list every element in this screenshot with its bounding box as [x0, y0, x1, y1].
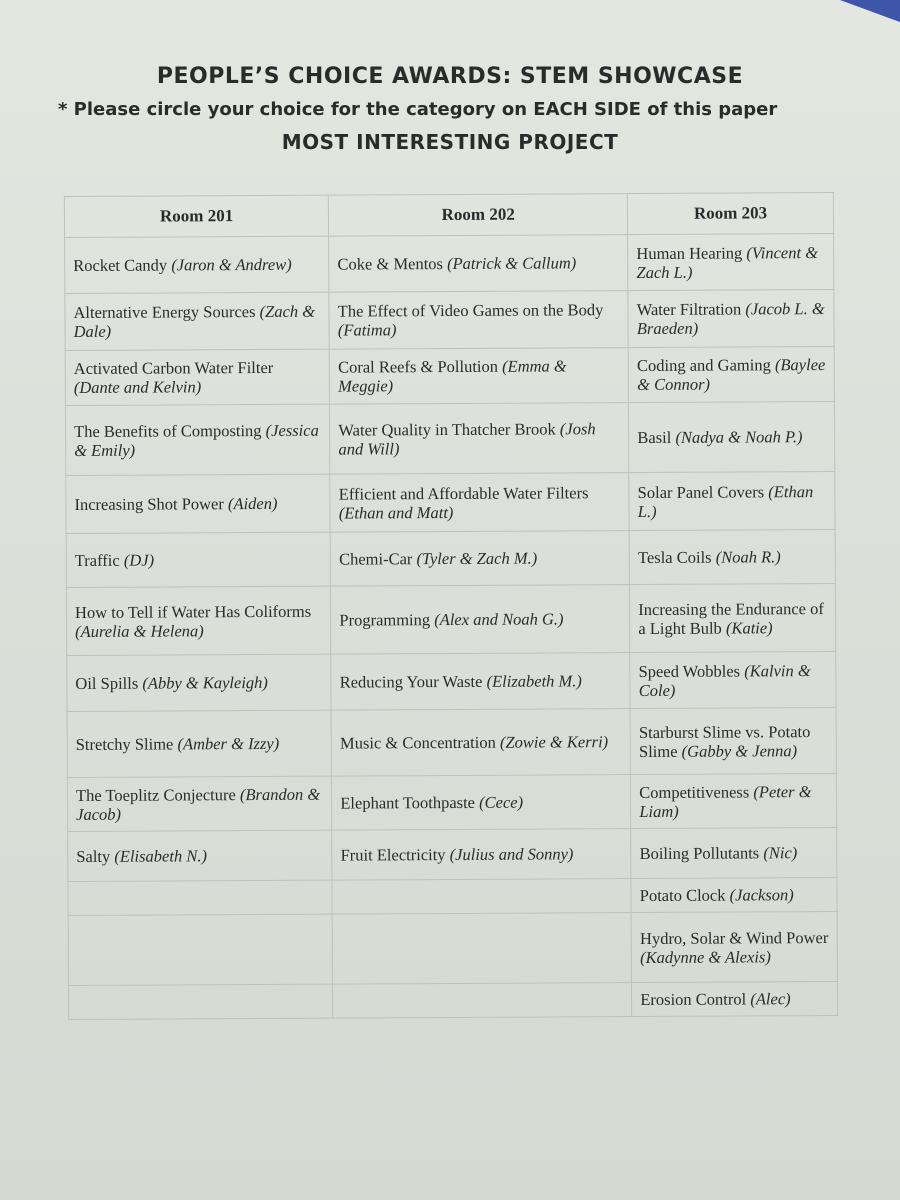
project-title: Basil — [637, 427, 672, 448]
project-cell[interactable] — [66, 532, 331, 587]
projects-table — [64, 192, 838, 1020]
project-presenters: (Nic) — [763, 843, 798, 863]
project-presenters: (Jessica & Emily) — [74, 420, 319, 460]
table-row — [65, 401, 834, 475]
project-cell[interactable] — [331, 585, 630, 655]
project-title: Elephant Toothpaste — [340, 792, 476, 813]
project-cell[interactable] — [630, 707, 836, 774]
folder-corner — [840, 0, 900, 22]
project-cell[interactable] — [629, 471, 835, 530]
project-cell[interactable] — [65, 236, 330, 293]
project-presenters: (Julius and Sonny) — [449, 844, 574, 865]
project-title: Reducing Your Waste — [339, 671, 483, 692]
project-cell[interactable] — [329, 235, 628, 293]
project-presenters: (Baylee & Connor) — [637, 355, 826, 395]
project-cell[interactable] — [631, 827, 837, 878]
column-header-room-202: Room 202 — [329, 194, 628, 237]
project-title: The Benefits of Composting — [74, 420, 262, 441]
project-cell[interactable] — [333, 983, 632, 1019]
project-title: Tesla Coils — [637, 547, 712, 568]
project-cell[interactable] — [331, 709, 630, 777]
project-cell[interactable] — [630, 651, 836, 708]
project-title: Traffic — [74, 550, 120, 570]
project-cell[interactable] — [629, 401, 835, 472]
project-cell[interactable] — [68, 830, 333, 881]
project-cell[interactable] — [65, 404, 330, 475]
project-title: Fruit Electricity — [340, 845, 446, 865]
project-presenters: (Elizabeth M.) — [486, 671, 582, 691]
project-presenters: (Ethan and Matt) — [338, 502, 454, 523]
project-title: Oil Spills — [75, 673, 139, 693]
project-presenters: (Brandon & Jacob) — [76, 784, 321, 824]
project-cell[interactable] — [631, 773, 837, 828]
project-presenters: (Noah R.) — [715, 547, 781, 567]
project-presenters: (Zowie & Kerri) — [499, 732, 609, 752]
project-title: Speed Wobbles — [638, 660, 741, 681]
project-presenters: (Amber & Izzy) — [177, 733, 280, 754]
table-row — [66, 583, 835, 655]
project-presenters: (Gabby & Jenna) — [681, 740, 798, 761]
project-cell[interactable] — [65, 292, 330, 350]
project-title: Water Filtration — [636, 299, 742, 320]
project-presenters: (Kalvin & Cole) — [638, 660, 811, 700]
project-presenters: (Kadynne & Alexis) — [640, 946, 771, 967]
project-presenters: (Jackson) — [729, 885, 794, 905]
project-cell[interactable] — [65, 349, 330, 405]
project-presenters: (Josh and Will) — [338, 418, 596, 459]
project-cell[interactable] — [330, 531, 629, 587]
project-presenters: (Zach & Dale) — [73, 301, 316, 341]
column-header-room-201: Room 201 — [64, 195, 329, 237]
project-cell[interactable] — [632, 981, 838, 1016]
project-presenters: (Alec) — [750, 989, 791, 1009]
project-cell[interactable] — [332, 775, 631, 831]
table-row — [66, 529, 835, 587]
project-title: Increasing the Endurance of a Light Bulb — [638, 598, 824, 638]
project-cell[interactable] — [67, 776, 332, 831]
project-title: Solar Panel Covers — [637, 481, 765, 502]
project-title: Hydro, Solar & Wind Power — [639, 927, 829, 948]
project-title: Water Quality in Thatcher Brook — [338, 418, 556, 440]
column-header-room-203: Room 203 — [628, 192, 834, 234]
project-presenters: (Tyler & Zach M.) — [416, 548, 538, 569]
table-row — [68, 911, 837, 985]
table-row — [65, 233, 834, 293]
project-title: Activated Carbon Water Filter — [73, 357, 274, 378]
table-row — [65, 346, 834, 405]
project-title: Increasing Shot Power — [74, 494, 224, 514]
project-presenters: (Alex and Noah G.) — [434, 609, 564, 630]
project-title: Chemi-Car — [338, 549, 413, 569]
project-title: Stretchy Slime — [75, 734, 174, 754]
project-cell[interactable] — [332, 879, 631, 915]
project-title: The Toeplitz Conjecture — [75, 784, 236, 805]
table-row — [68, 981, 837, 1019]
project-cell[interactable] — [631, 911, 837, 982]
project-cell[interactable] — [629, 529, 835, 584]
project-presenters: (Nadya & Noah P.) — [675, 427, 803, 447]
project-cell[interactable] — [68, 880, 332, 915]
project-cell[interactable] — [630, 583, 836, 652]
project-cell[interactable] — [67, 710, 332, 777]
project-presenters: (Aurelia & Helena) — [75, 620, 204, 641]
project-title: Programming — [339, 610, 431, 630]
project-title: Potato Clock — [639, 885, 726, 906]
project-title: Human Hearing — [636, 242, 743, 263]
project-cell[interactable] — [628, 346, 834, 402]
project-cell[interactable] — [631, 877, 837, 912]
project-title: Efficient and Affordable Water Filters — [338, 482, 589, 504]
project-presenters: (DJ) — [123, 550, 155, 570]
project-cell[interactable] — [68, 984, 332, 1019]
project-cell[interactable] — [68, 914, 333, 985]
project-presenters: (Dante and Kelvin) — [73, 377, 202, 397]
project-presenters: (Patrick & Callum) — [447, 253, 577, 274]
project-title: Coding and Gaming — [636, 355, 771, 376]
project-title: Alternative Energy Sources — [73, 302, 256, 322]
project-title: Competitiveness — [639, 781, 750, 802]
project-cell[interactable] — [329, 348, 628, 405]
project-presenters: (Ethan L.) — [637, 481, 814, 521]
project-cell[interactable] — [66, 586, 331, 655]
project-presenters: (Elisabeth N.) — [114, 846, 207, 866]
project-presenters: (Jacob L. & Braeden) — [636, 299, 825, 339]
project-title: Rocket Candy — [73, 255, 168, 275]
project-presenters: (Peter & Liam) — [639, 781, 812, 821]
project-presenters: (Fatima) — [337, 320, 397, 340]
project-presenters: (Katie) — [725, 617, 773, 638]
project-title: Coral Reefs & Pollution — [337, 356, 499, 377]
project-presenters: (Aiden) — [227, 493, 278, 514]
table-header-row — [64, 192, 833, 237]
project-cell[interactable] — [332, 829, 631, 881]
table-row — [67, 651, 836, 711]
table-row — [68, 827, 837, 881]
table-row — [65, 289, 834, 350]
project-presenters: (Abby & Kayleigh) — [142, 672, 268, 693]
project-cell[interactable] — [330, 403, 629, 475]
project-presenters: (Emma & Meggie) — [338, 356, 567, 396]
table-row — [67, 773, 836, 831]
table-row — [66, 471, 835, 533]
project-title: The Effect of Video Games on the Body — [337, 300, 604, 321]
project-cell[interactable] — [331, 653, 630, 711]
project-presenters: (Vincent & Zach L.) — [636, 242, 819, 282]
project-cell[interactable] — [628, 289, 834, 347]
project-title: How to Tell if Water Has Coliforms — [74, 601, 312, 622]
project-title: Erosion Control — [640, 989, 747, 1010]
table-row — [67, 707, 836, 777]
project-cell[interactable] — [332, 913, 631, 985]
project-title: Salty — [76, 846, 111, 866]
project-cell[interactable] — [329, 291, 628, 350]
project-title: Music & Concentration — [339, 732, 496, 753]
page-title: PEOPLE’S CHOICE AWARDS: STEM SHOWCASE — [156, 64, 744, 89]
project-title: Boiling Pollutants — [639, 843, 760, 864]
project-presenters: (Jaron & Andrew) — [171, 254, 292, 275]
project-presenters: (Cece) — [479, 792, 524, 812]
category-heading: MOST INTERESTING PROJECT — [281, 130, 619, 154]
project-cell[interactable] — [67, 654, 332, 711]
project-cell[interactable] — [66, 474, 331, 533]
project-cell[interactable] — [330, 473, 629, 533]
project-cell[interactable] — [628, 233, 834, 290]
table-row — [68, 877, 837, 915]
project-title: Starburst Slime vs. Potato Slime — [638, 721, 811, 761]
instruction-text: * Please circle your choice for the category on EACH SIDE of this paper — [58, 99, 778, 120]
project-title: Coke & Mentos — [337, 254, 443, 274]
